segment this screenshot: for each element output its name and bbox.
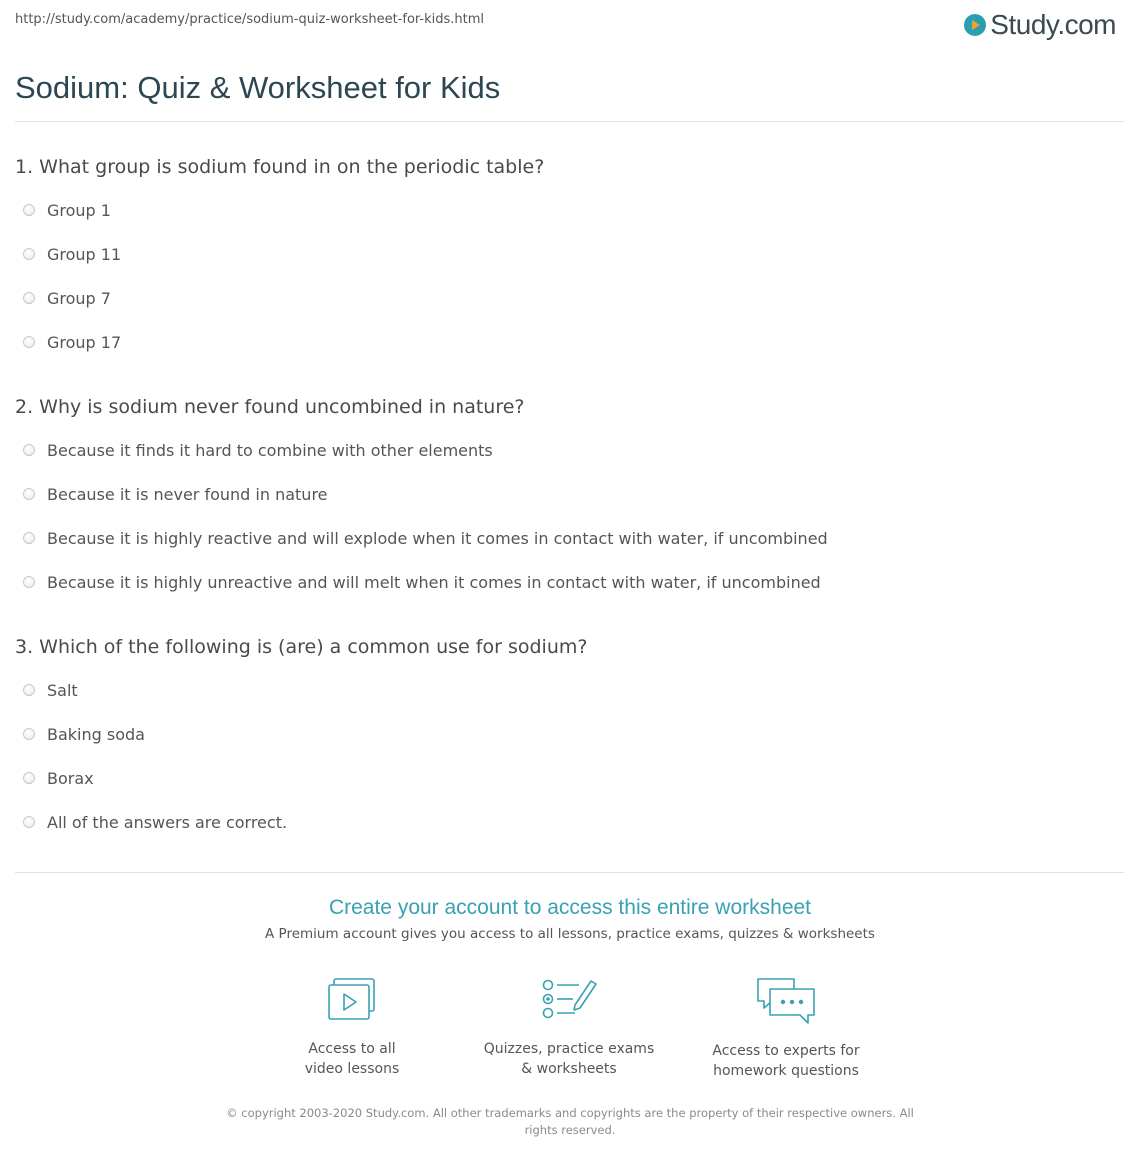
answer-option[interactable]	[15, 276, 1124, 320]
answer-option[interactable]	[15, 756, 1124, 800]
answer-option[interactable]	[15, 232, 1124, 276]
question-3	[15, 632, 1124, 844]
feature-line: video lessons	[304, 1061, 400, 1077]
radio-button[interactable]	[23, 532, 35, 544]
section-divider	[15, 872, 1124, 873]
logo-text: Study.com	[990, 9, 1116, 40]
answer-option[interactable]	[15, 668, 1124, 712]
feature-line: Quizzes, practice exams	[483, 1041, 655, 1057]
feature-text	[686, 1041, 886, 1081]
video-lessons-icon	[325, 975, 379, 1025]
answer-option[interactable]	[15, 472, 1124, 516]
answer-label: Because it is never found in nature	[47, 484, 328, 504]
radio-button[interactable]	[23, 488, 35, 500]
answer-label: Group 1	[47, 200, 111, 220]
feature-text	[252, 1039, 452, 1079]
answer-label: Because it is highly reactive and will explode when it comes in contact with water, if uncombined	[47, 528, 828, 548]
copyright-footer: © copyright 2003-2020 Study.com. All other trademarks and copyrights are the property of their respective owners. All rights reserved.	[226, 1106, 914, 1137]
radio-button[interactable]	[23, 204, 35, 216]
answer-option[interactable]	[15, 516, 1124, 560]
feature-experts	[686, 975, 886, 1081]
answer-label: Because it is highly unreactive and will melt when it comes in contact with water, if uncombined	[47, 572, 821, 592]
feature-line: homework questions	[713, 1063, 859, 1079]
radio-button[interactable]	[23, 728, 35, 740]
feature-line: Access to all	[308, 1041, 396, 1057]
create-account-link[interactable]: Create your account to access this entire worksheet	[328, 896, 812, 919]
answer-label: All of the answers are correct.	[47, 812, 288, 832]
question-title: 1. What group is sodium found in on the periodic table?	[15, 156, 545, 178]
feature-quizzes	[469, 975, 669, 1079]
answer-label: Group 17	[47, 332, 122, 352]
answer-option[interactable]	[15, 560, 1124, 604]
feature-text	[469, 1039, 669, 1079]
answer-label: Salt	[47, 680, 78, 700]
answer-option[interactable]	[15, 800, 1124, 844]
answer-option[interactable]	[15, 428, 1124, 472]
title-divider	[15, 121, 1124, 122]
answer-option[interactable]	[15, 712, 1124, 756]
answer-label: Because it finds it hard to combine with other elements	[47, 440, 493, 460]
feature-line: Access to experts for	[712, 1043, 860, 1059]
radio-button[interactable]	[23, 816, 35, 828]
top-bar	[15, 10, 1116, 40]
radio-button[interactable]	[23, 772, 35, 784]
question-1	[15, 152, 1124, 364]
question-title: 3. Which of the following is (are) a common use for sodium?	[15, 636, 588, 658]
radio-button[interactable]	[23, 684, 35, 696]
answer-option[interactable]	[15, 188, 1124, 232]
question-2	[15, 392, 1124, 604]
page-url: http://study.com/academy/practice/sodium-quiz-worksheet-for-kids.html	[15, 12, 485, 27]
answer-label: Group 11	[47, 244, 122, 264]
play-logo-icon	[964, 14, 986, 36]
radio-button[interactable]	[23, 444, 35, 456]
answer-option[interactable]	[15, 320, 1124, 364]
question-title: 2. Why is sodium never found uncombined in nature?	[15, 396, 525, 418]
answer-label: Borax	[47, 768, 94, 788]
page-title: Sodium: Quiz & Worksheet for Kids	[15, 70, 501, 105]
radio-button[interactable]	[23, 292, 35, 304]
answer-label: Group 7	[47, 288, 111, 308]
premium-description: A Premium account gives you access to all lessons, practice exams, quizzes & worksheets	[265, 926, 875, 942]
radio-button[interactable]	[23, 248, 35, 260]
feature-video-lessons	[252, 975, 452, 1079]
chat-bubbles-icon	[754, 975, 818, 1027]
quiz-checklist-icon	[539, 975, 599, 1025]
feature-line: & worksheets	[521, 1061, 617, 1077]
study-logo[interactable]	[964, 10, 1116, 40]
radio-button[interactable]	[23, 336, 35, 348]
radio-button[interactable]	[23, 576, 35, 588]
answer-label: Baking soda	[47, 724, 145, 744]
